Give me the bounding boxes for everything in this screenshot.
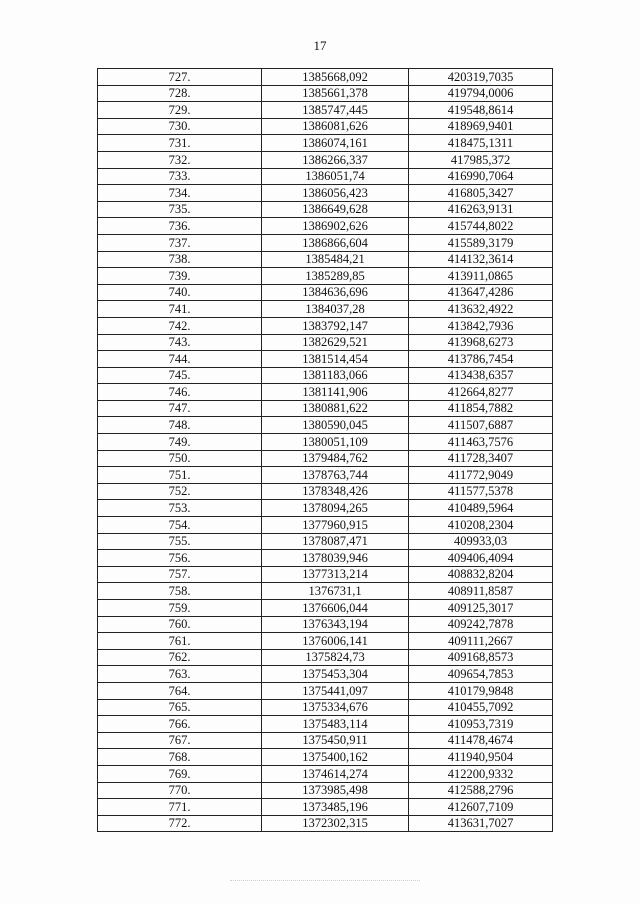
table-row (98, 384, 553, 401)
y-coordinate-cell: 411577,5378 (409, 483, 553, 500)
x-coordinate-cell: 1375441,097 (262, 682, 409, 699)
y-coordinate-cell: 412588,2796 (409, 782, 553, 799)
x-coordinate-cell: 1374614,274 (262, 765, 409, 782)
table-row (98, 400, 553, 417)
point-number-cell: 753. (98, 500, 262, 517)
x-coordinate-cell: 1386056,423 (262, 185, 409, 202)
y-coordinate-cell: 417985,372 (409, 151, 553, 168)
x-coordinate-cell: 1373985,498 (262, 782, 409, 799)
scan-artifact (230, 880, 420, 882)
x-coordinate-cell: 1375450,911 (262, 732, 409, 749)
point-number-cell: 729. (98, 102, 262, 119)
y-coordinate-cell: 416990,7064 (409, 168, 553, 185)
y-coordinate-cell: 412200,9332 (409, 765, 553, 782)
point-number-cell: 760. (98, 616, 262, 633)
table-row (98, 682, 553, 699)
y-coordinate-cell: 411463,7576 (409, 434, 553, 451)
x-coordinate-cell: 1382629,521 (262, 334, 409, 351)
point-number-cell: 750. (98, 450, 262, 467)
y-coordinate-cell: 414132,3614 (409, 251, 553, 268)
y-coordinate-cell: 411478,4674 (409, 732, 553, 749)
y-coordinate-cell: 411940,9504 (409, 749, 553, 766)
point-number-cell: 759. (98, 600, 262, 617)
table-row (98, 533, 553, 550)
table-row (98, 799, 553, 816)
y-coordinate-cell: 409654,7853 (409, 666, 553, 683)
y-coordinate-cell: 418475,1311 (409, 135, 553, 152)
x-coordinate-cell: 1385661,378 (262, 85, 409, 102)
y-coordinate-cell: 413647,4286 (409, 284, 553, 301)
y-coordinate-cell: 410953,7319 (409, 716, 553, 733)
y-coordinate-cell: 412664,8277 (409, 384, 553, 401)
page-number: 17 (313, 38, 327, 53)
table-row (98, 815, 553, 832)
x-coordinate-cell: 1375400,162 (262, 749, 409, 766)
y-coordinate-cell: 410208,2304 (409, 517, 553, 534)
table-row (98, 483, 553, 500)
x-coordinate-cell: 1379484,762 (262, 450, 409, 467)
point-number-cell: 733. (98, 168, 262, 185)
x-coordinate-cell: 1373485,196 (262, 799, 409, 816)
x-coordinate-cell: 1380590,045 (262, 417, 409, 434)
y-coordinate-cell: 416263,9131 (409, 201, 553, 218)
point-number-cell: 736. (98, 218, 262, 235)
table-row (98, 434, 553, 451)
table-row (98, 467, 553, 484)
x-coordinate-cell: 1375453,304 (262, 666, 409, 683)
x-coordinate-cell: 1375824,73 (262, 649, 409, 666)
table-row (98, 118, 553, 135)
x-coordinate-cell: 1386074,161 (262, 135, 409, 152)
point-number-cell: 751. (98, 467, 262, 484)
y-coordinate-cell: 411772,9049 (409, 467, 553, 484)
x-coordinate-cell: 1385289,85 (262, 268, 409, 285)
y-coordinate-cell: 413631,7027 (409, 815, 553, 832)
point-number-cell: 763. (98, 666, 262, 683)
x-coordinate-cell: 1375483,114 (262, 716, 409, 733)
x-coordinate-cell: 1377313,214 (262, 566, 409, 583)
table-row (98, 201, 553, 218)
point-number-cell: 732. (98, 151, 262, 168)
y-coordinate-cell: 410455,7092 (409, 699, 553, 716)
y-coordinate-cell: 409125,3017 (409, 600, 553, 617)
x-coordinate-cell: 1386649,628 (262, 201, 409, 218)
x-coordinate-cell: 1383792,147 (262, 317, 409, 334)
table-row (98, 151, 553, 168)
y-coordinate-cell: 412607,7109 (409, 799, 553, 816)
table-row (98, 85, 553, 102)
table-row (98, 69, 553, 86)
x-coordinate-cell: 1378763,744 (262, 467, 409, 484)
table-row (98, 550, 553, 567)
table-row (98, 732, 553, 749)
x-coordinate-cell: 1376006,141 (262, 633, 409, 650)
y-coordinate-cell: 413632,4922 (409, 301, 553, 318)
point-number-cell: 740. (98, 284, 262, 301)
x-coordinate-cell: 1385668,092 (262, 69, 409, 86)
point-number-cell: 757. (98, 566, 262, 583)
point-number-cell: 730. (98, 118, 262, 135)
table-row (98, 600, 553, 617)
point-number-cell: 765. (98, 699, 262, 716)
y-coordinate-cell: 419548,8614 (409, 102, 553, 119)
table-row (98, 417, 553, 434)
x-coordinate-cell: 1380051,109 (262, 434, 409, 451)
table-row (98, 583, 553, 600)
point-number-cell: 766. (98, 716, 262, 733)
x-coordinate-cell: 1375334,676 (262, 699, 409, 716)
table-row (98, 268, 553, 285)
x-coordinate-cell: 1386051,74 (262, 168, 409, 185)
table-row (98, 351, 553, 368)
point-number-cell: 770. (98, 782, 262, 799)
table-row (98, 666, 553, 683)
point-number-cell: 772. (98, 815, 262, 832)
point-number-cell: 758. (98, 583, 262, 600)
y-coordinate-cell: 409111,2667 (409, 633, 553, 650)
point-number-cell: 745. (98, 367, 262, 384)
table-row (98, 317, 553, 334)
point-number-cell: 769. (98, 765, 262, 782)
y-coordinate-cell: 413438,6357 (409, 367, 553, 384)
table-row (98, 517, 553, 534)
table-row (98, 500, 553, 517)
x-coordinate-cell: 1385747,445 (262, 102, 409, 119)
x-coordinate-cell: 1386081,626 (262, 118, 409, 135)
point-number-cell: 755. (98, 533, 262, 550)
point-number-cell: 761. (98, 633, 262, 650)
point-number-cell: 731. (98, 135, 262, 152)
table-row (98, 334, 553, 351)
y-coordinate-cell: 413911,0865 (409, 268, 553, 285)
y-coordinate-cell: 419794,0006 (409, 85, 553, 102)
point-number-cell: 768. (98, 749, 262, 766)
table-row (98, 185, 553, 202)
x-coordinate-cell: 1378094,265 (262, 500, 409, 517)
table-row (98, 450, 553, 467)
x-coordinate-cell: 1381514,454 (262, 351, 409, 368)
point-number-cell: 762. (98, 649, 262, 666)
coordinates-table (97, 68, 553, 832)
table-row (98, 102, 553, 119)
point-number-cell: 749. (98, 434, 262, 451)
y-coordinate-cell: 411507,6887 (409, 417, 553, 434)
point-number-cell: 741. (98, 301, 262, 318)
y-coordinate-cell: 415589,3179 (409, 234, 553, 251)
y-coordinate-cell: 415744,8022 (409, 218, 553, 235)
table-row (98, 616, 553, 633)
x-coordinate-cell: 1377960,915 (262, 517, 409, 534)
table-row (98, 633, 553, 650)
table-row (98, 367, 553, 384)
y-coordinate-cell: 413842,7936 (409, 317, 553, 334)
table-row (98, 284, 553, 301)
y-coordinate-cell: 411728,3407 (409, 450, 553, 467)
x-coordinate-cell: 1384037,28 (262, 301, 409, 318)
x-coordinate-cell: 1384636,696 (262, 284, 409, 301)
x-coordinate-cell: 1381183,066 (262, 367, 409, 384)
point-number-cell: 739. (98, 268, 262, 285)
point-number-cell: 756. (98, 550, 262, 567)
table-row (98, 716, 553, 733)
point-number-cell: 742. (98, 317, 262, 334)
y-coordinate-cell: 416805,3427 (409, 185, 553, 202)
point-number-cell: 743. (98, 334, 262, 351)
x-coordinate-cell: 1376606,044 (262, 600, 409, 617)
table-row (98, 699, 553, 716)
x-coordinate-cell: 1386866,604 (262, 234, 409, 251)
table-row (98, 782, 553, 799)
x-coordinate-cell: 1386902,626 (262, 218, 409, 235)
point-number-cell: 727. (98, 69, 262, 86)
point-number-cell: 738. (98, 251, 262, 268)
y-coordinate-cell: 409406,4094 (409, 550, 553, 567)
y-coordinate-cell: 409933,03 (409, 533, 553, 550)
point-number-cell: 764. (98, 682, 262, 699)
table-row (98, 234, 553, 251)
point-number-cell: 737. (98, 234, 262, 251)
y-coordinate-cell: 411854,7882 (409, 400, 553, 417)
y-coordinate-cell: 409168,8573 (409, 649, 553, 666)
x-coordinate-cell: 1385484,21 (262, 251, 409, 268)
y-coordinate-cell: 408832,8204 (409, 566, 553, 583)
coordinates-table-body (98, 69, 553, 832)
table-row (98, 301, 553, 318)
table-row (98, 168, 553, 185)
point-number-cell: 752. (98, 483, 262, 500)
table-row (98, 749, 553, 766)
point-number-cell: 746. (98, 384, 262, 401)
table-row (98, 566, 553, 583)
y-coordinate-cell: 410489,5964 (409, 500, 553, 517)
x-coordinate-cell: 1378087,471 (262, 533, 409, 550)
x-coordinate-cell: 1381141,906 (262, 384, 409, 401)
y-coordinate-cell: 413968,6273 (409, 334, 553, 351)
y-coordinate-cell: 418969,9401 (409, 118, 553, 135)
y-coordinate-cell: 409242,7878 (409, 616, 553, 633)
table-row (98, 649, 553, 666)
table-row (98, 251, 553, 268)
y-coordinate-cell: 410179,9848 (409, 682, 553, 699)
x-coordinate-cell: 1376343,194 (262, 616, 409, 633)
point-number-cell: 744. (98, 351, 262, 368)
table-row (98, 218, 553, 235)
y-coordinate-cell: 413786,7454 (409, 351, 553, 368)
point-number-cell: 754. (98, 517, 262, 534)
point-number-cell: 771. (98, 799, 262, 816)
x-coordinate-cell: 1376731,1 (262, 583, 409, 600)
y-coordinate-cell: 408911,8587 (409, 583, 553, 600)
point-number-cell: 767. (98, 732, 262, 749)
x-coordinate-cell: 1372302,315 (262, 815, 409, 832)
x-coordinate-cell: 1378039,946 (262, 550, 409, 567)
table-row (98, 135, 553, 152)
y-coordinate-cell: 420319,7035 (409, 69, 553, 86)
x-coordinate-cell: 1380881,622 (262, 400, 409, 417)
point-number-cell: 728. (98, 85, 262, 102)
table-row (98, 765, 553, 782)
point-number-cell: 735. (98, 201, 262, 218)
x-coordinate-cell: 1386266,337 (262, 151, 409, 168)
x-coordinate-cell: 1378348,426 (262, 483, 409, 500)
point-number-cell: 734. (98, 185, 262, 202)
point-number-cell: 747. (98, 400, 262, 417)
point-number-cell: 748. (98, 417, 262, 434)
